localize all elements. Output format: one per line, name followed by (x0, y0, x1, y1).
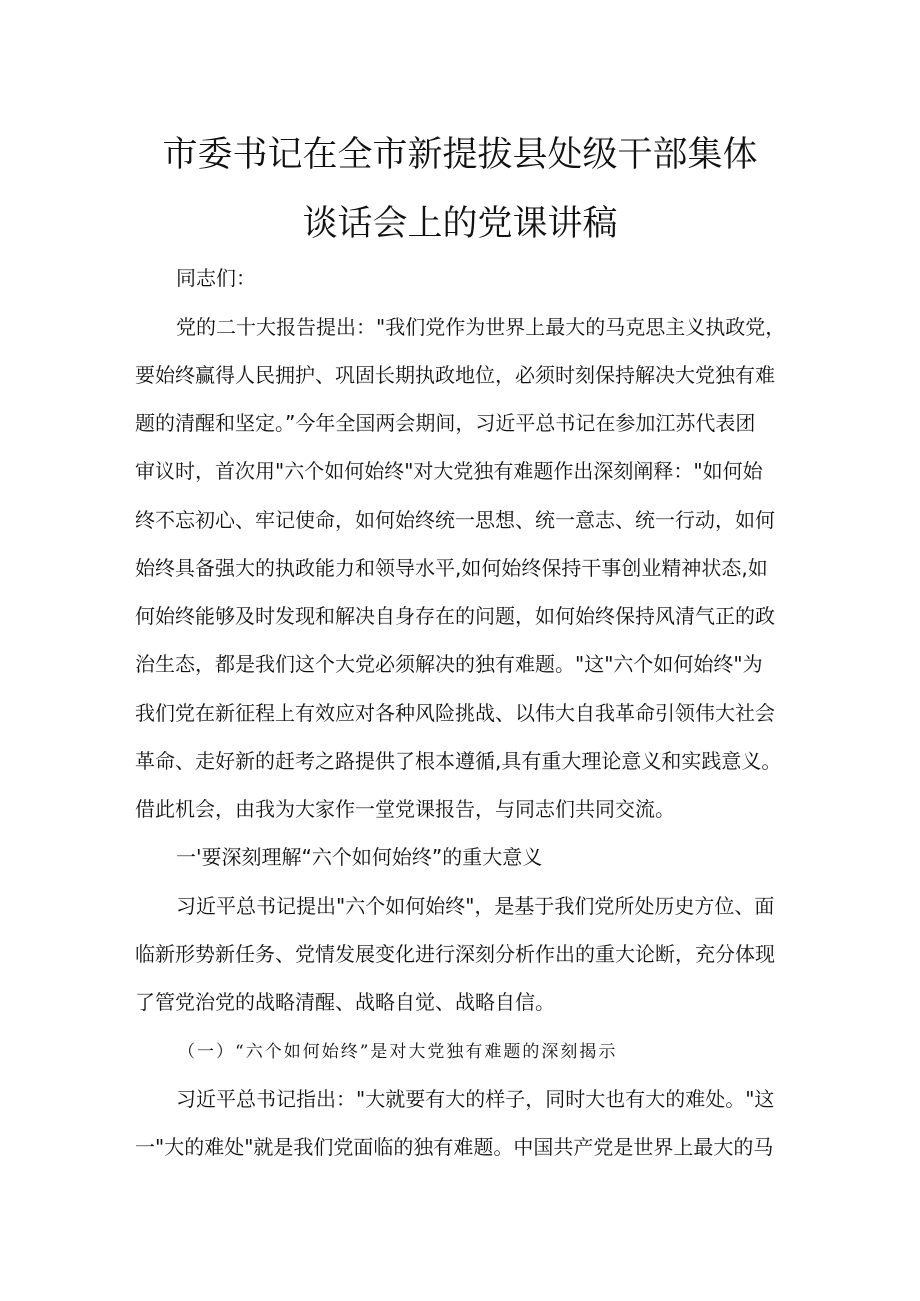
paragraph-line: 习近平总书记指出："大就要有大的样子，同时大也有大的难处。"这 (176, 1087, 775, 1111)
paragraph-line: 题的清醒和坚定。”今年全国两会期间，习近平总书记在参加江苏代表团 (135, 411, 756, 435)
paragraph-line: 治生态，都是我们这个大党必须解决的独有难题。"这"六个如何始终"为 (135, 652, 763, 676)
paragraph-line: 了管党治党的战略清醒、战略自觉、战略自信。 (135, 990, 555, 1014)
paragraph-line: 革命、走好新的赶考之路提供了根本遵循,具有重大理论意义和实践意义。 (135, 749, 782, 773)
document-title-line-2: 谈话会上的党课讲稿 (302, 204, 618, 244)
paragraph-line: 习近平总书记提出"六个如何始终"，是基于我们党所处历史方位、面 (176, 894, 775, 918)
paragraph-line: 党的二十大报告提出："我们党作为世界上最大的马克思主义执政党， (176, 315, 786, 339)
paragraph-line: 何始终能够及时发现和解决自身存在的问题，如何始终保持风清气正的政 (135, 604, 775, 628)
paragraph-line: 始终具备强大的执政能力和领导水平,如何始终保持干事创业精神状态,如 (135, 556, 768, 580)
salutation: 同志们： (176, 266, 256, 290)
paragraph-line: 审议时，首次用"六个如何始终"对大党独有难题作出深刻阐释："如何始 (135, 459, 763, 483)
paragraph-line: 借此机会，由我为大家作一堂党课报告，与同志们共同交流。 (135, 797, 675, 821)
subsection-heading: （一）“六个如何始终”是对大党独有难题的深刻揭示 (178, 1042, 618, 1062)
paragraph-line: 一"大的难处"就是我们党面临的独有难题。中国共产党是世界上最大的马 (135, 1135, 774, 1159)
section-heading: 一'要深刻理解“六个如何始终”的重大意义 (176, 845, 543, 869)
paragraph-line: 要始终赢得人民拥护、巩固长期执政地位，必须时刻保持解决大党独有难 (135, 363, 775, 387)
paragraph-line: 终不忘初心、牢记使命，如何始终统一思想、统一意志、统一行动，如何 (135, 508, 775, 532)
paragraph-line: 临新形势新任务、党情发展变化进行深刻分析作出的重大论断，充分体现 (135, 942, 775, 966)
document-title-line-1: 市委书记在全市新提拔县处级干部集体 (162, 135, 758, 175)
paragraph-line: 我们党在新征程上有效应对各种风险挑战、以伟大自我革命引领伟大社会 (135, 701, 775, 725)
